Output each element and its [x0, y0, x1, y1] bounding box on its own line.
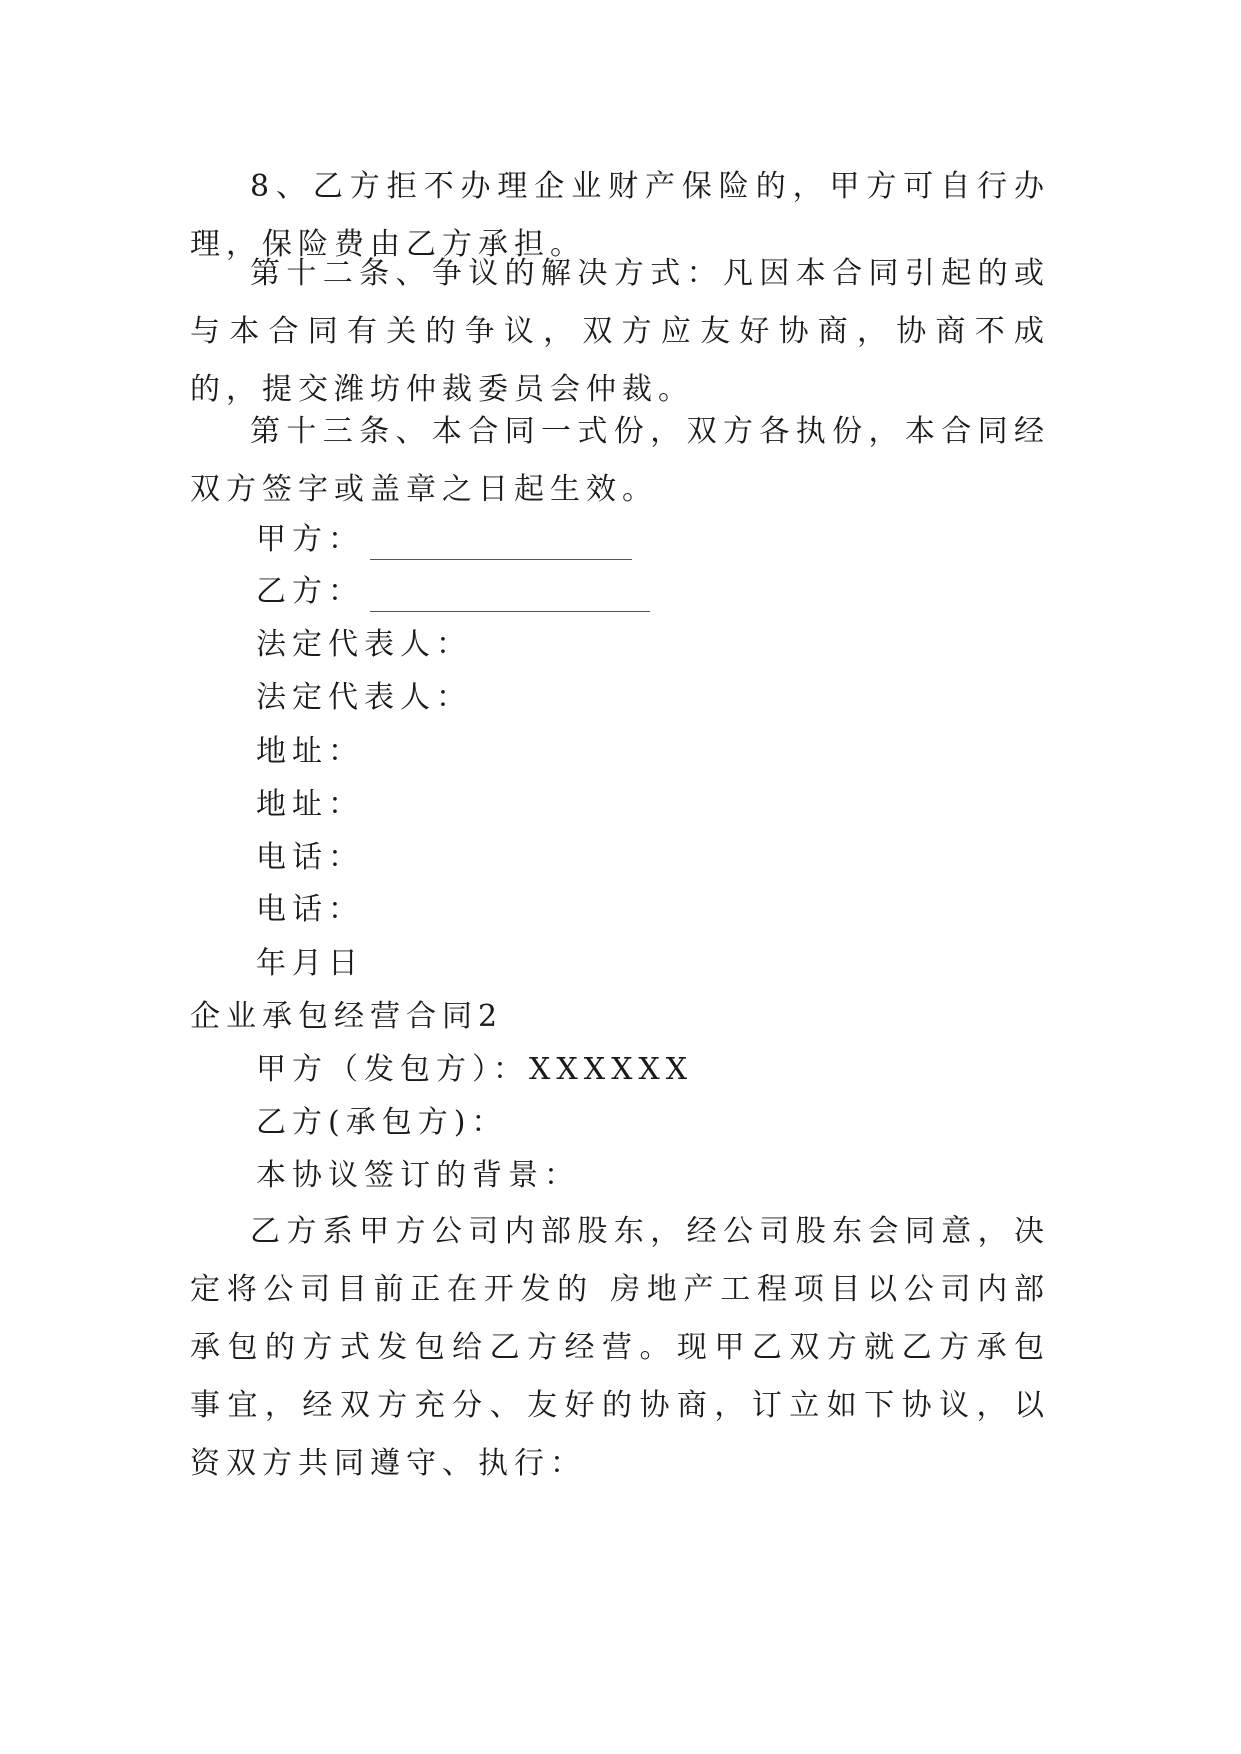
party-a-blank — [370, 533, 632, 560]
date-line: 年月日 — [256, 946, 364, 981]
contract2-party-a: 甲方（发包方）：XXXXXX — [256, 1052, 694, 1087]
address-b: 地址： — [256, 787, 364, 822]
contract2-background-label: 本协议签订的背景： — [256, 1158, 580, 1193]
legal-rep-b: 法定代表人： — [256, 680, 472, 715]
party-b-signature-line — [256, 572, 650, 612]
contract2-background-text: 乙方系甲方公司内部股东，经公司股东会同意，决定将公司目前正在开发的 房地产工程项目以公司内部承包的方式发包给乙方经营。现甲乙双方就乙方承包事宜，经双方充分、友好的协商，订立如下协议，以资双方共同遵守、执行： — [190, 1214, 1050, 1481]
paragraph-insurance: 8、乙方拒不办理企业财产保险的，甲方可自行办理，保险费由乙方承担。 — [190, 169, 1050, 262]
contract2-title: 企业承包经营合同2 — [190, 999, 504, 1034]
phone-a: 电话： — [256, 840, 364, 875]
party-a-label: 甲方： — [256, 522, 364, 557]
contract2-party-b: 乙方(承包方)： — [256, 1105, 508, 1140]
party-a-signature-line — [256, 520, 632, 560]
paragraph-dispute-resolution: 第十二条、争议的解决方式：凡因本合同引起的或与本合同有关的争议，双方应友好协商，协商不成的，提交潍坊仲裁委员会仲裁。 — [190, 256, 1050, 407]
party-b-blank — [370, 585, 650, 612]
party-b-label: 乙方： — [256, 574, 364, 609]
paragraph-effectiveness: 第十三条、本合同一式份，双方各执份，本合同经双方签字或盖章之日起生效。 — [190, 414, 1050, 507]
phone-b: 电话： — [256, 892, 364, 927]
legal-rep-a: 法定代表人： — [256, 627, 472, 662]
address-a: 地址： — [256, 734, 364, 769]
